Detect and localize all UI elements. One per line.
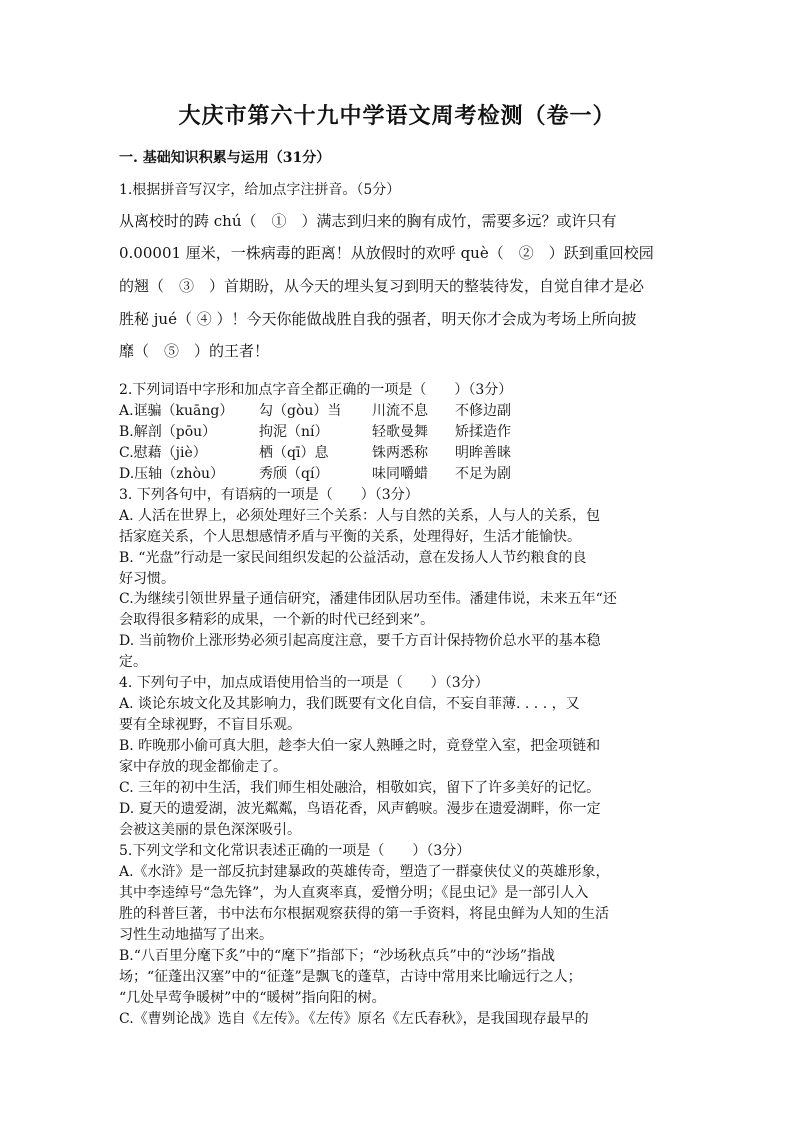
option-row: [0, 443, 794, 463]
question-1-line: 从离校时的踌 chú（ ① ）满志到归来的胸有成竹，需要多远？或许只有: [119, 212, 617, 230]
question-5-line: “几处早莺争暖树”中的“暖树”指向阳的树。: [119, 990, 386, 1006]
question-1-stem: 1.根据拼音写汉字，给加点字注拼音。（5分）: [119, 182, 401, 198]
option-word: 勾（gòu）当: [259, 403, 342, 419]
option-word: 秀颀（qí）: [259, 466, 329, 482]
question-3-line: 定。: [119, 654, 147, 670]
question-5-line: 胜的科普巨著，书中法布尔根据观察获得的第一手资料，将昆虫鲜为人知的生活: [119, 906, 609, 922]
option-word: 明眸善睐: [455, 445, 511, 461]
option-word: 矫揉造作: [455, 424, 511, 440]
question-5-line: 场；“征蓬出汉塞”中的“征蓬”是飘飞的蓬草，古诗中常用来比喻远行之人；: [119, 969, 582, 985]
question-1-line: 靡（ ⑤ ）的王者！: [119, 342, 270, 360]
question-1-line: 0.00001 厘米，一株病毒的距离！从放假时的欢呼 què（ ② ）跃到重回校园: [119, 244, 654, 262]
question-4-stem: 4. 下列句子中，加点成语使用恰当的一项是（ ）（3分）: [119, 675, 489, 691]
question-5-line: B.“八百里分麾下炙”中的“麾下”指部下；“沙场秋点兵”中的“沙场”指战: [119, 948, 555, 964]
option-word: C.慰藉（jiè）: [119, 445, 207, 461]
option-word: 不修边副: [455, 403, 511, 419]
question-3-stem: 3. 下列各句中，有语病的一项是（ ）（3分）: [119, 487, 419, 503]
question-5-line: 其中李逵绰号“急先锋”，为人直爽率真，爱憎分明；《昆虫记》是一部引人入: [119, 885, 589, 901]
question-4-line: 要有全球视野，不盲目乐观。: [119, 717, 301, 733]
question-4-line: 会被这美丽的景色深深吸引。: [119, 822, 301, 838]
question-2-stem: 2.下列词语中字形和加点字音全都正确的一项是（ ）（3分）: [119, 382, 513, 398]
question-3-line: D. 当前物价上涨形势必须引起高度注意，要千方百计保持物价总水平的基本稳: [119, 633, 601, 649]
page-title: 大庆市第六十九中学语文周考检测（卷一）: [178, 103, 616, 129]
question-3-line: B. “光盘”行动是一家民间组织发起的公益活动，意在发扬人人节约粮食的良: [119, 550, 587, 566]
question-5-line: C.《曹刿论战》选自《左传》。《左传》原名《左氏春秋》，是我国现存最早的: [119, 1011, 589, 1027]
question-4-line: B. 昨晚那小偷可真大胆，趁李大伯一家人熟睡之时，竟登堂入室，把金项链和: [119, 738, 601, 754]
question-4-line: C. 三年的初中生活，我们师生相处融洽，相敬如宾，留下了许多美好的记忆。: [119, 780, 601, 796]
option-word: A.诓骗（kuāng）: [119, 403, 234, 419]
question-4-line: D. 夏天的遗爱湖，波光粼粼，鸟语花香，风声鹤唳。漫步在遗爱湖畔，你一定: [119, 801, 601, 817]
option-word: 川流不息: [372, 403, 428, 419]
question-5-line: A.《水浒》是一部反抗封建暴政的英雄传奇，塑造了一群豪侠仗义的英雄形象，: [119, 864, 610, 880]
option-word: 铢两悉称: [372, 445, 428, 461]
question-1-line: 胜秘 jué（ ④ ）！今天你能做战胜自我的强者，明天你才会成为考场上所向披: [119, 310, 637, 328]
option-word: 味同嚼蜡: [372, 466, 428, 482]
question-1-line: 的翘（ ③ ）首期盼，从今天的埋头复习到明天的整装待发，自觉自律才是必: [119, 277, 645, 295]
question-3-line: 好习惯。: [119, 571, 175, 587]
option-word: 拘泥（ní）: [259, 424, 329, 440]
question-5-line: 习性生动地描写了出来。: [119, 927, 273, 943]
option-word: D.压轴（zhòu）: [119, 466, 225, 482]
option-word: 栖（qī）息: [259, 445, 329, 461]
section-heading: 一. 基础知识积累与运用（31分）: [119, 150, 331, 166]
question-3-line: 会取得很多精彩的成果，一个新的时代已经到来”。: [119, 612, 435, 628]
option-row: [0, 401, 794, 421]
question-5-stem: 5.下列文学和文化常识表述正确的一项是（ ）（3分）: [119, 843, 471, 859]
option-word: B.解剖（pōu）: [119, 424, 217, 440]
question-3-line: C.为继续引领世界量子通信研究，潘建伟团队居功至伟。潘建伟说，未来五年“还: [119, 591, 617, 607]
question-4-line: 家中存放的现金都偷走了。: [119, 759, 287, 775]
question-3-line: 括家庭关系，个人思想感情矛盾与平衡的关系，处理得好，生活才能愉快。: [119, 529, 581, 545]
option-word: 不足为剧: [455, 466, 511, 482]
option-row: [0, 422, 794, 442]
question-3-line: A. 人活在世界上，必须处理好三个关系：人与自然的关系，人与人的关系，包: [119, 508, 601, 524]
option-row: [0, 464, 794, 484]
option-word: 轻歌曼舞: [372, 424, 428, 440]
question-4-line: A. 谈论东坡文化及其影响力，我们既要有文化自信，不妄自菲薄. . . . ，又: [119, 696, 580, 712]
